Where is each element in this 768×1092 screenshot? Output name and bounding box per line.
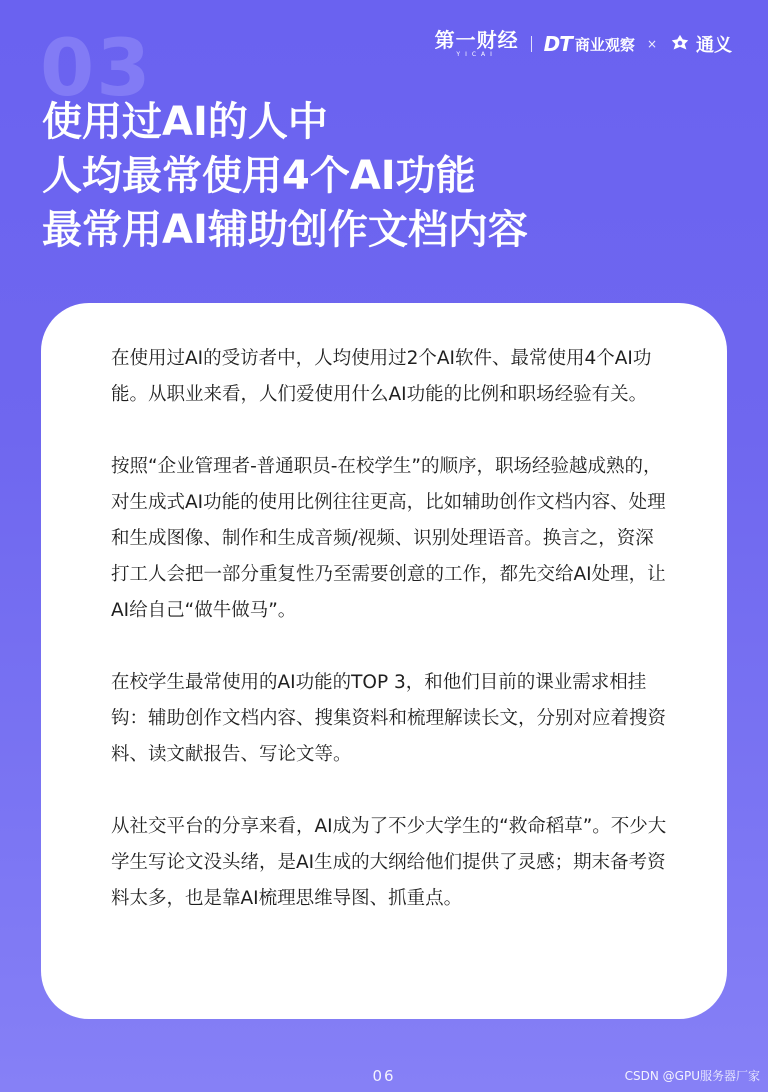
- tongyi-logo: [669, 31, 732, 57]
- title-line: 人均最常使用4个AI功能: [42, 153, 476, 199]
- tongyi-logo-text: 通义: [696, 35, 732, 56]
- logo-divider: [531, 36, 532, 52]
- body-paragraph: 从社交平台的分享来看，AI成为了不少大学生的“救命稻草”。不少大学生写论文没头绪，是AI生成的大纲给他们提供了灵感；期末备考资料太多，也是靠AI梳理思维导图、抓重点。: [111, 816, 667, 909]
- card-body: [111, 341, 669, 953]
- tongyi-icon: [669, 33, 691, 55]
- dt-logo-text: 商业观察: [574, 35, 635, 54]
- title-line: 最常用AI辅助创作文档内容: [42, 207, 528, 253]
- body-paragraph: 按照“企业管理者-普通职员-在校学生”的顺序，职场经验越成熟的，对生成式AI功能的使用比例往往更高，比如辅助创作文档内容、处理和生成图像、制作和生成音频/视频、识别处理语音。换言之，资深打工人会把一部分重复性乃至需要创意的工作，都先交给AI处理，让AI给自己“做牛做马”。: [111, 456, 666, 621]
- dt-logo: [544, 32, 635, 56]
- page-number: 06: [372, 1067, 396, 1085]
- dt-logo-mark: DT: [543, 32, 572, 56]
- title-line: 使用过AI的人中: [42, 99, 328, 145]
- logo-cross: ×: [646, 37, 657, 51]
- yicai-logo: [435, 30, 519, 58]
- body-paragraph: 在使用过AI的受访者中，人均使用过2个AI软件、最常使用4个AI功能。从职业来看，人们爱使用什么AI功能的比例和职场经验有关。: [111, 348, 652, 405]
- watermark: CSDN @GPU服务器厂家: [624, 1069, 760, 1083]
- section-number: 03: [40, 24, 153, 114]
- content-card: [41, 303, 727, 1019]
- yicai-logo-text: 第一财经: [434, 28, 519, 52]
- body-paragraph: 在校学生最常使用的AI功能的TOP 3，和他们目前的课业需求相挂钩：辅助创作文档内容、搜集资料和梳理解读长文，分别对应着搜资料、读文献报告、写论文等。: [111, 672, 667, 765]
- page-title: [42, 95, 528, 257]
- partner-logos: [435, 30, 732, 58]
- yicai-logo-subtext: YICAI: [456, 51, 497, 58]
